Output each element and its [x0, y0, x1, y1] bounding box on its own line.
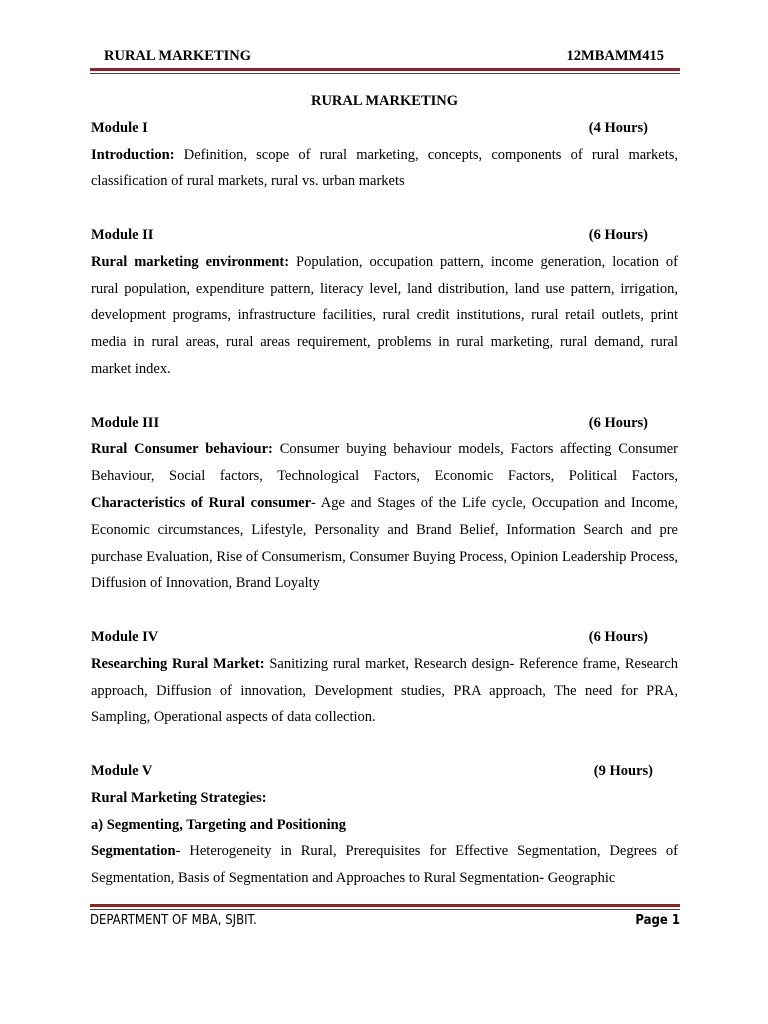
- page-footer: [90, 912, 680, 930]
- page-title: RURAL MARKETING: [310, 93, 459, 109]
- module-1-heading: [91, 115, 678, 142]
- module-5-strategies-heading: Rural Marketing Strategies:: [91, 789, 267, 806]
- module-5-stp-heading: a) Segmenting, Targeting and Positioning: [91, 816, 346, 833]
- footer-rule-thick: [90, 904, 680, 907]
- module-hours: (9 Hours): [593, 762, 653, 779]
- module-3-description: [91, 436, 678, 597]
- syllabus-body: [91, 88, 678, 892]
- spacer: [91, 731, 678, 758]
- topic-heading: Researching Rural Market:: [91, 655, 265, 672]
- module-hours: (6 Hours): [588, 628, 648, 645]
- module-hours: (6 Hours): [588, 414, 648, 431]
- topic-dash: -: [539, 870, 545, 887]
- page-header: [104, 47, 664, 65]
- header-rule-thin: [90, 73, 680, 74]
- module-name: Module III: [91, 414, 160, 431]
- module-4-heading: [91, 624, 678, 651]
- footer-department: DEPARTMENT OF MBA, SJBIT.: [90, 913, 257, 928]
- topic-heading: Segmentation: [91, 843, 176, 860]
- header-rule-thick: [90, 68, 680, 71]
- topic-text: Definition, scope of rural marketing, concepts, components of rural markets, classification of rural markets, rural vs. urban markets: [91, 146, 678, 190]
- module-1-description: [91, 142, 678, 196]
- module-hours: (6 Hours): [588, 226, 648, 243]
- module-2-description: [91, 249, 678, 383]
- topic-text: Sanitizing rural market, Research design- Reference frame, Research approach, Diffusion of innovation, Development studies, PRA approach, The need for PRA, Sampling, Operational aspects of data collection.: [91, 655, 679, 726]
- topic-tail: Geographic: [544, 870, 616, 887]
- topic-text: Consumer buying behaviour models, Factors affecting Consumer Behaviour, Social factors, Technological Factors, Economic Factors, Political Factors,: [91, 441, 678, 485]
- topic-text: - Heterogeneity in Rural, Prerequisites for Effective Segmentation, Degrees of Segmentation, Basis of Segmentation and Approaches to Rural Segmentation: [91, 843, 678, 887]
- topic-heading: Rural marketing environment:: [91, 253, 290, 270]
- header-course-code: 12MBAMM415: [566, 48, 664, 64]
- topic-heading: Introduction:: [91, 146, 175, 163]
- module-3-heading: [91, 410, 678, 437]
- topic-heading: Rural Consumer behaviour:: [91, 441, 273, 458]
- module-name: Module IV: [91, 628, 159, 645]
- topic-subtext: - Age and Stages of the Life cycle, Occupation and Income, Economic circumstances, Lifestyle, Personality and Brand Belief, Information Search and pre purchase Evaluation, Rise of Consumerism, Consumer Buying Process, Opinion Leadership Process, Diffusion of Innovation, Brand Loyalty: [91, 494, 679, 592]
- module-name: Module V: [91, 762, 153, 779]
- spacer: [91, 195, 678, 222]
- module-name: Module II: [91, 226, 154, 243]
- module-5-heading: [91, 758, 678, 785]
- module-hours: (4 Hours): [588, 119, 648, 136]
- spacer: [91, 597, 678, 624]
- footer-rule-thin: [90, 909, 680, 910]
- topic-subheading: Characteristics of Rural consumer: [91, 494, 312, 511]
- module-name: Module I: [91, 119, 148, 136]
- page-number: Page 1: [635, 913, 680, 928]
- spacer: [91, 383, 678, 410]
- module-4-description: [91, 651, 678, 731]
- module-2-heading: [91, 222, 678, 249]
- topic-text: Population, occupation pattern, income generation, location of rural population, expenditure pattern, literacy level, land distribution, land use pattern, irrigation, development programs, infrastructure facilities, rural credit institutions, rural retail outlets, print media in rural areas, rural areas requirement, problems in rural marketing, rural demand, rural market index.: [91, 253, 678, 377]
- header-course-title: RURAL MARKETING: [104, 48, 252, 64]
- module-5-description: [91, 838, 678, 892]
